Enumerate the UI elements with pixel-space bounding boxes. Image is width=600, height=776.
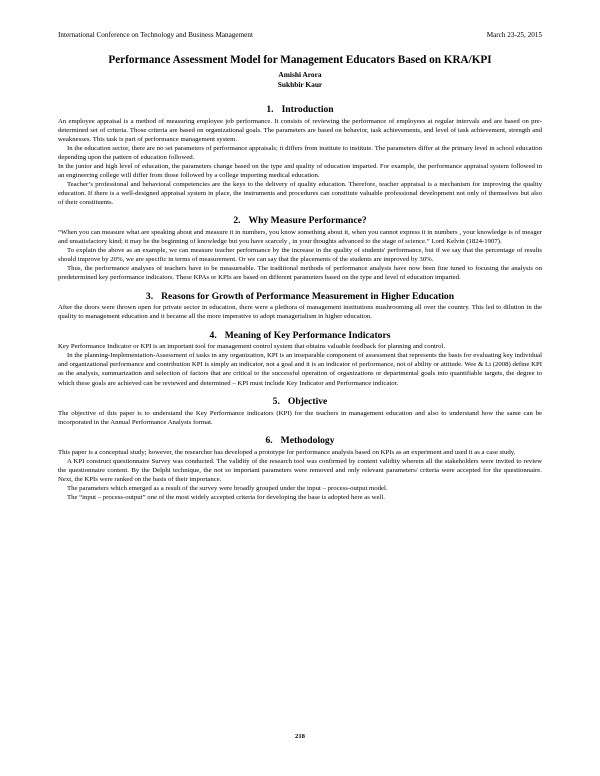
section-number: 1. bbox=[266, 104, 274, 115]
body-paragraph: Thus, the performance analyses of teachers have to be measureable. The traditional methods of performance analysis have now been fine tuned to focusing the analysis on predetermined key performance indicators. These KPAs or KPIs are based on different parameters based on the type and level of education imparted. bbox=[58, 265, 542, 282]
section-number: 4. bbox=[209, 329, 217, 341]
running-header bbox=[58, 31, 542, 40]
body-paragraph: The parameters which emerged as a result of the survey were broadly grouped under the input – process-output model. bbox=[67, 484, 388, 492]
body-paragraph: To explain the above as an example, we can measure teacher performance by the increase in the quality of students' performance, but if we say that the percentage of results should improve by 20%, we are specific in terms of measurement. Or we can say that the placements of the students are improved by 30%. bbox=[58, 247, 542, 264]
body-paragraph: A KPI construct questionnaire Survey was conducted. The validity of the research tool was confirmed by content validity wherein all the stakeholders were invited to review the questionnaire content. By the Delphi technique, the not so important parameters were removed and only relevant parameters/ criteria were accepted for the questionnaire. Next, the KPIs were ranked on the basis of their importance. bbox=[58, 457, 542, 483]
body-paragraph: In the planning-Implementation-Assessment of tasks in any organization, KPI is an inseparable component of assessment that represents the basis for evaluating key individual and organizational performance and contribution KPI is simply an indicator, not a goal and it is an indicator of performance, not of ability or attitude. Wee & Li (2008) define KPI as the analysis, summarization and selection of factors that are critical to the successful operation of organizations or departmental goals into quantifiable targets, the degree to which these goals are achieved can be reviewed and determined – KPI must include Key Indicator and Performance indicator. bbox=[58, 352, 542, 387]
body-paragraph: “When you can measure what are speaking about and measure it in numbers, you know something about it, when you cannot express it in numbers , your knowledge is of meager and unsatisfactory kind; it may be the beginning of knowledge but you have scarcely , in your thoughts advanced to the stage of science.” Lord Kelvin (1824-1907). bbox=[58, 228, 542, 246]
author-name: Sukhbir Kaur bbox=[277, 80, 323, 89]
section-number: 6. bbox=[265, 435, 273, 447]
section-title: Meaning of Key Performance Indicators bbox=[224, 329, 391, 341]
body-paragraph: Key Performance Indicator or KPI is an important tool for management control system that obtains valuable feedback for planning and control. bbox=[58, 343, 446, 351]
conference-name: International Conference on Technology and Business Management bbox=[58, 31, 253, 39]
body-paragraph: After the doors were thrown open for private sector in education, there were a plethora of management institutions mushrooming all over the country. This led to dilution in the quality to management education and it became all the more imperative to adopt managerialism in higher education. bbox=[58, 304, 542, 321]
section-heading bbox=[58, 435, 542, 446]
section-number: 2. bbox=[233, 215, 241, 227]
section-title: Objective bbox=[287, 396, 328, 408]
body-paragraph: Teacher’s professional and behavioral competencies are the keys to the delivery of quality education. Therefore, teacher appraisal is a mechanism for improving the quality education. If there is a well-designed appraisal system in place, the instruments and procedures can constitute valuable professional development not only of themselves but also of their constituents. bbox=[58, 180, 542, 206]
section-title: Why Measure Performance? bbox=[248, 215, 367, 227]
paper-body bbox=[58, 98, 542, 502]
author-list bbox=[0, 70, 600, 90]
section-title: Reasons for Growth of Performance Measurement in Higher Education bbox=[161, 290, 455, 302]
section-heading bbox=[58, 330, 542, 341]
conference-date: March 23-25, 2015 bbox=[486, 31, 542, 39]
section-title: Methodology bbox=[280, 435, 335, 447]
section-title: Introduction bbox=[281, 104, 334, 115]
page-number: 218 bbox=[295, 733, 305, 740]
body-paragraph: The “input – process-output” one of the most widely accepted criteria for developing the base is adopted here as well. bbox=[67, 493, 385, 501]
section-number: 5. bbox=[272, 396, 280, 408]
body-paragraph: In the junior and high level of education, the parameters change based on the type and quality of education imparted. For example, the performance appraisal system followed in an engineering college will differ from those followed by a college importing medical education. bbox=[58, 162, 542, 179]
body-paragraph: The objective of this paper is to understand the Key Performance indicators (KPI) for the teachers in management education and also to understand how the same can be incorporated in the Annual Performance Analysis format. bbox=[58, 409, 542, 426]
section-heading bbox=[58, 396, 542, 407]
body-paragraph: In the education sector, there are no set parameters of performance appraisals; it differs from institute to institute. The parameters differ at the primary level in school education depending upon the pattern of education followed. bbox=[58, 144, 542, 161]
section-number: 3. bbox=[145, 290, 154, 302]
paper-title: Performance Assessment Model for Management Educators Based on KRA/KPI bbox=[108, 54, 492, 66]
section-heading bbox=[58, 215, 542, 226]
body-paragraph: An employee appraisal is a method of measuring employee job performance. It consists of reviewing the performance of employees at regular intervals and are based on pre-determined set of criteria. Those criteria are based on organizational goals. The parameters are based on behavior, task achievements, and level of task achievement, strength and weaknesses. This task is part of performance management system. bbox=[58, 117, 542, 143]
author-name: Amishi Arora bbox=[278, 70, 322, 79]
section-heading bbox=[58, 104, 542, 115]
section-heading bbox=[58, 291, 542, 302]
body-paragraph: This paper is a conceptual study; however, the researcher has developed a prototype for performance analysis based on KPIs as an experiment and used it as a case study. bbox=[58, 448, 516, 456]
